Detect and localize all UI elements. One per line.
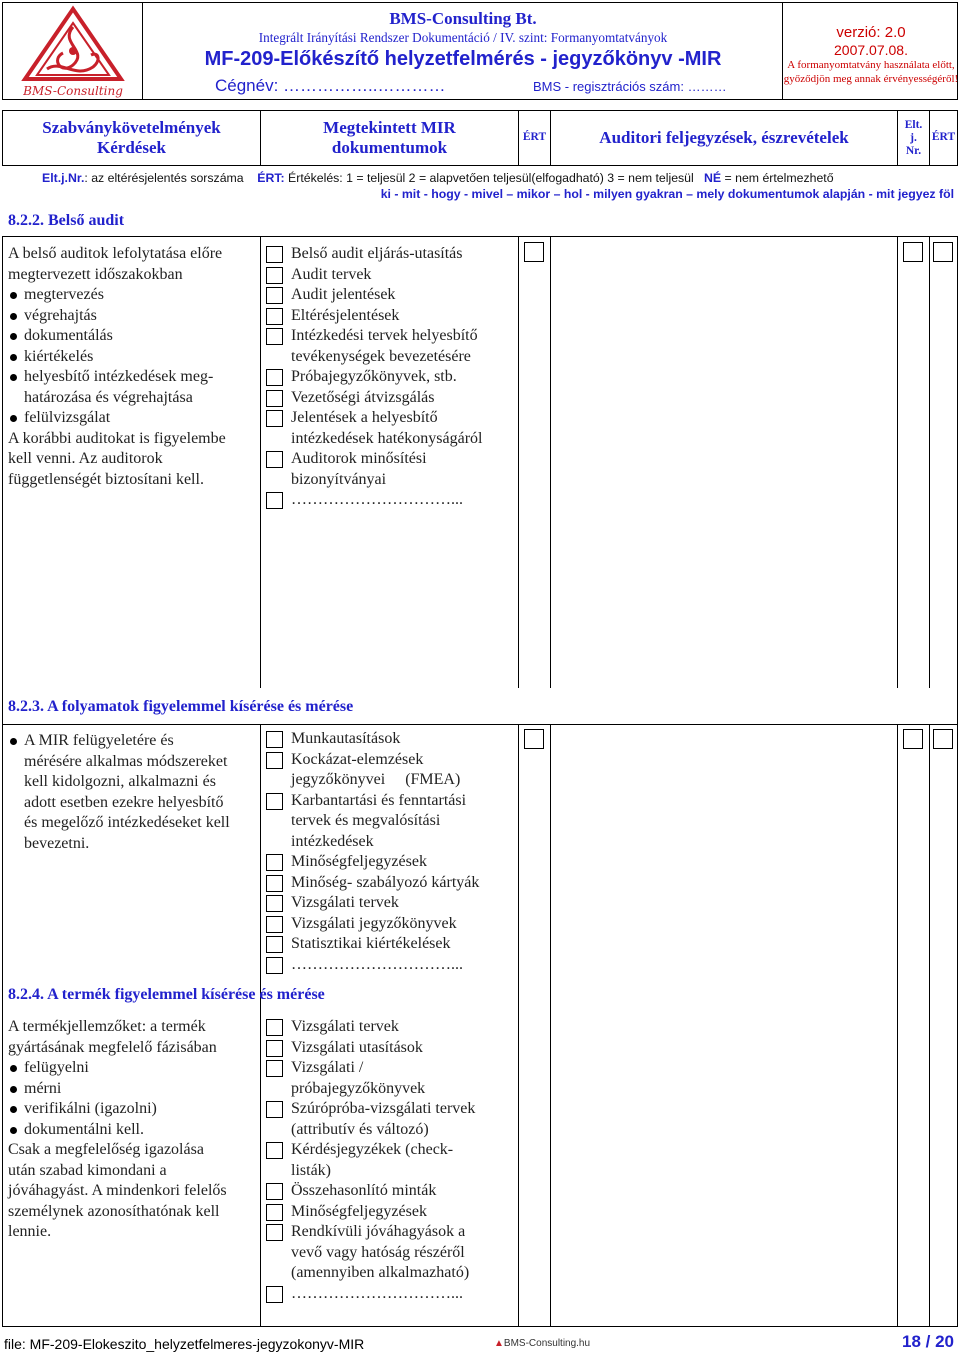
version-cell: [783, 3, 959, 99]
deviation-no-box[interactable]: [903, 242, 923, 262]
rating-box-2[interactable]: [933, 729, 953, 749]
col-documents: [261, 111, 519, 165]
checkbox[interactable]: [266, 1040, 283, 1057]
col-elt-line3: Nr.: [905, 144, 922, 157]
req-text-line: személynek azonosíthatónak kell: [8, 1202, 220, 1220]
checkbox[interactable]: [266, 1142, 283, 1159]
column-header-row: [2, 110, 958, 166]
doc-checkbox-item[interactable]: Szúrópróba-vizsgálati tervek (attributív és változó): [266, 1099, 516, 1140]
form-title: MF-209-Előkészítő helyzetfelmérés - jegyzőkönyv -MIR: [204, 48, 722, 70]
col-requirements-line2: Kérdések: [97, 138, 166, 157]
checkbox[interactable]: [266, 1060, 283, 1077]
legend-line-1: [42, 171, 834, 185]
doc-checkbox-item[interactable]: Vizsgálati jegyzőkönyvek: [266, 914, 516, 935]
bullet-icon: [10, 1086, 17, 1093]
section-title-823: 8.2.3. A folyamatok figyelemmel kísérése és mérése: [8, 698, 354, 715]
list-item: dokumentálni kell.: [8, 1120, 258, 1141]
checkbox[interactable]: [266, 1019, 283, 1036]
doc-checkbox-item[interactable]: Vezetőségi átvizsgálás: [266, 388, 516, 409]
doc-checkbox-item[interactable]: Vizsgálati utasítások: [266, 1038, 516, 1059]
list-item: végrehajtás: [8, 306, 258, 327]
doc-checkbox-item[interactable]: Jelentések a helyesbítő intézkedések hatékonyságáról: [266, 408, 516, 449]
doc-checkbox-item[interactable]: Vizsgálati / próbajegyzőkönyvek: [266, 1058, 516, 1099]
checkbox[interactable]: [266, 1286, 283, 1303]
section-title-824: 8.2.4. A termék figyelemmel kísérése és mérése: [8, 986, 325, 1003]
legend-ne-key: NÉ: [704, 171, 722, 185]
req-text-line: A korábbi auditokat is figyelembe: [8, 429, 226, 447]
page-number: [902, 1332, 954, 1352]
list-item: helyesbítő intézkedések meg-: [8, 367, 258, 388]
page-total: 20: [935, 1332, 954, 1351]
documents-824: [266, 1017, 516, 1304]
doc-checkbox-item[interactable]: Audit tervek: [266, 265, 516, 286]
req-text-line: A termékjellemzőket: a termék: [8, 1018, 206, 1035]
version-date: 2007.07.08.: [834, 42, 908, 58]
deviation-no-box[interactable]: [903, 729, 923, 749]
validity-note-1: A formanyomtatvány használata előtt,: [787, 59, 955, 71]
page-current: 18: [901, 1332, 921, 1351]
checkbox[interactable]: [266, 390, 283, 407]
checkbox[interactable]: [266, 267, 283, 284]
legend-ert-key: ÉRT:: [257, 171, 285, 185]
col-requirements-line1: Szabványkövetelmények: [42, 118, 221, 138]
list-item: kiértékelés: [8, 347, 258, 368]
doc-checkbox-item[interactable]: Audit jelentések: [266, 285, 516, 306]
legend-elt-key: Elt.j.Nr.: [42, 171, 85, 185]
doc-checkbox-item[interactable]: Kérdésjegyzékek (check- listák): [266, 1140, 516, 1181]
logo-text: BMS-Consulting: [23, 84, 123, 98]
company-field: Cégnév: ……………..…………: [215, 76, 446, 95]
checkbox[interactable]: [266, 936, 283, 953]
doc-checkbox-item[interactable]: Vizsgálati tervek: [266, 893, 516, 914]
col-notes: Auditori feljegyzések, észrevételek: [551, 111, 898, 165]
checkbox[interactable]: [266, 895, 283, 912]
checkbox[interactable]: [266, 916, 283, 933]
doc-subtitle: Integrált Irányítási Rendszer Dokumentáció / IV. szint: Formanyomtatványok: [258, 30, 668, 45]
version-label: verzió: 2.0: [836, 24, 906, 41]
documents-822: [266, 244, 516, 511]
doc-checkbox-item[interactable]: Rendkívüli jóváhagyások a vevő vagy hatóság részéről (amennyiben alkalmazható): [266, 1222, 516, 1284]
list-item: dokumentálás: [8, 326, 258, 347]
checkbox[interactable]: [266, 451, 283, 468]
checkbox[interactable]: [266, 308, 283, 325]
section-title-822: 8.2.2. Belső audit: [8, 212, 125, 229]
footer-file: file: MF-209-Elokeszito_helyzetfelmeres-jegyzokonyv-MIR: [4, 1336, 365, 1352]
bullet-icon: [10, 1065, 17, 1072]
doc-checkbox-item[interactable]: …………………………...: [266, 1284, 516, 1305]
req-text-line: jóváhagyást. A mindenkori felelős: [8, 1182, 227, 1199]
list-item: felülvizsgálat: [8, 408, 258, 429]
page-separator: /: [920, 1332, 936, 1351]
header-title-cell: [143, 3, 783, 99]
bullet-icon: [10, 738, 17, 745]
list-item-cont: határozása és végrehajtása: [24, 388, 193, 406]
company-name: BMS-Consulting Bt.: [389, 9, 537, 28]
footer-brand: [494, 1338, 590, 1349]
col-ert: ÉRT: [519, 111, 551, 165]
checkbox[interactable]: [266, 731, 283, 748]
validity-note-2: győződjön meg annak érvényességéről!: [783, 73, 959, 85]
col-requirements: [3, 111, 261, 165]
bullet-icon: [10, 333, 17, 340]
doc-checkbox-item[interactable]: …………………………...: [266, 490, 516, 511]
checkbox[interactable]: [266, 875, 283, 892]
footer-brand-text: BMS-Consulting.hu: [503, 1338, 591, 1349]
req-text-line: Csak a megfelelőség igazolása: [8, 1141, 204, 1158]
doc-checkbox-item[interactable]: Eltérésjelentések: [266, 306, 516, 327]
bullet-icon: [10, 292, 17, 299]
doc-checkbox-item[interactable]: Minőségfeljegyzések: [266, 1202, 516, 1223]
col-elt-line1: Elt.: [904, 118, 923, 131]
bullet-icon: [10, 1106, 17, 1113]
doc-checkbox-item[interactable]: Vizsgálati tervek: [266, 1017, 516, 1038]
list-item: felügyelni: [8, 1058, 258, 1079]
checkbox[interactable]: [266, 1204, 283, 1221]
form-header: [2, 2, 958, 100]
legend-elt-desc: : az eltérésjelentés sorszáma: [84, 171, 244, 185]
checkbox[interactable]: [266, 1101, 283, 1118]
doc-checkbox-item[interactable]: Minőség- szabályozó kártyák: [266, 873, 516, 894]
doc-checkbox-item[interactable]: Statisztikai kiértékelések: [266, 934, 516, 955]
doc-checkbox-item[interactable]: Próbajegyzőkönyvek, stb.: [266, 367, 516, 388]
checkbox[interactable]: [266, 328, 283, 345]
requirements-823: [8, 731, 258, 854]
company-logo: [3, 3, 143, 99]
req-text-line: kell venni. Az auditorok: [8, 450, 163, 467]
rating-box[interactable]: [524, 242, 544, 262]
documents-823: [266, 729, 516, 975]
rating-box[interactable]: [524, 729, 544, 749]
req-text-line: megtervezett időszakokban: [8, 265, 183, 283]
doc-checkbox-item[interactable]: Auditorok minősítési bizonyítványai: [266, 449, 516, 490]
bullet-icon: [10, 374, 17, 381]
checkbox[interactable]: [266, 369, 283, 386]
bullet-icon: [10, 354, 17, 361]
legend-ert-desc: Értékelés: 1 = teljesül 2 = alapvetően teljesül(elfogadható) 3 = nem teljesül: [288, 171, 694, 185]
checkbox[interactable]: [266, 854, 283, 871]
doc-checkbox-item[interactable]: Munkautasítások: [266, 729, 516, 750]
req-text-line: lennie.: [8, 1223, 52, 1240]
col-deviation-no: [898, 111, 930, 165]
doc-checkbox-item[interactable]: Karbantartási és fenntartási tervek és megvalósítási intézkedések: [266, 791, 516, 853]
checkbox[interactable]: [266, 1183, 283, 1200]
list-item: A MIR felügyeletére és mérésére alkalmas módszereket kell kidolgozni, alkalmazni és adott esetben ezekre helyesbítő és megelőző intézkedéseket kell bevezetni.: [8, 731, 258, 854]
rating-box-2[interactable]: [933, 242, 953, 262]
checkbox[interactable]: [266, 410, 283, 427]
logo-cell: [3, 3, 143, 99]
list-item: mérni: [8, 1079, 258, 1100]
requirements-824: [8, 1017, 258, 1243]
doc-checkbox-item[interactable]: Belső audit eljárás-utasítás: [266, 244, 516, 265]
bullet-icon: [10, 415, 17, 422]
list-item: megtervezés: [8, 285, 258, 306]
checkbox[interactable]: [266, 752, 283, 769]
checkbox[interactable]: [266, 793, 283, 810]
checkbox[interactable]: [266, 1224, 283, 1241]
legend-line-2: ki - mit - hogy - mivel – mikor – hol - milyen gyakran – mely dokumentumok alapján - mit jegyez föl: [380, 187, 954, 201]
col-elt-line2: j.: [910, 131, 917, 144]
legend-ne-desc: = nem értelmezhető: [721, 171, 834, 185]
col-documents-line2: dokumentumok: [331, 138, 448, 157]
req-text-line: gyártásának megfelelő fázisában: [8, 1038, 217, 1056]
col-documents-line1: Megtekintett MIR: [323, 118, 456, 138]
doc-checkbox-item[interactable]: Intézkedési tervek helyesbítő tevékenységek bevezetésére: [266, 326, 516, 367]
checkbox[interactable]: [266, 246, 283, 263]
list-item: verifikálni (igazolni): [8, 1099, 258, 1120]
checkbox[interactable]: [266, 287, 283, 304]
doc-checkbox-item[interactable]: Összehasonlító minták: [266, 1181, 516, 1202]
req-text-line: A belső auditok lefolytatása előre: [8, 245, 223, 262]
checkbox[interactable]: [266, 957, 283, 974]
req-text-line: függetlenségét biztosítani kell.: [8, 470, 204, 488]
brand-icon: ▲: [494, 1338, 504, 1349]
registration-field: BMS - regisztrációs szám: ………: [533, 79, 727, 94]
doc-checkbox-item[interactable]: Kockázat-elemzések jegyzőkönyvei (FMEA): [266, 750, 516, 791]
doc-checkbox-item[interactable]: …………………………...: [266, 955, 516, 976]
col-ert-2: ÉRT: [931, 131, 956, 144]
bullet-icon: [10, 313, 17, 320]
checkbox[interactable]: [266, 492, 283, 509]
requirements-822: [8, 244, 258, 490]
doc-checkbox-item[interactable]: Minőségfeljegyzések: [266, 852, 516, 873]
req-text-line: után szabad kimondani a: [8, 1161, 167, 1179]
bullet-icon: [10, 1127, 17, 1134]
